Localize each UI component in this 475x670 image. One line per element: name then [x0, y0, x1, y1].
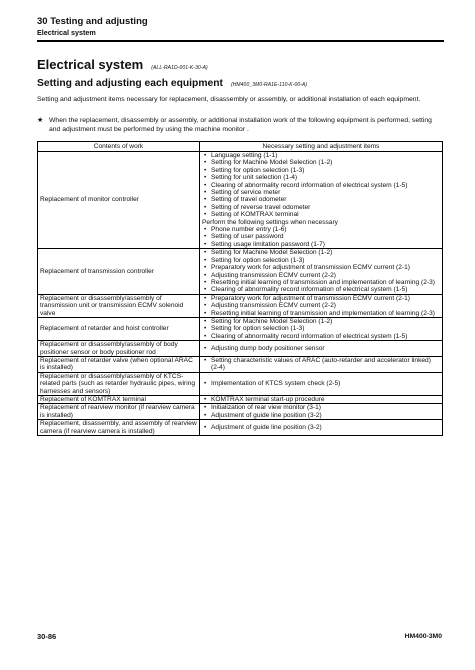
table-row [38, 249, 443, 294]
settings-list [202, 357, 440, 372]
table-row [38, 396, 443, 404]
items-cell [200, 152, 443, 249]
settings-list [202, 404, 440, 419]
work-cell: Replacement or disassembly/assembly of transmission unit or transmission ECMV solenoid valve [38, 294, 200, 317]
items-cell [200, 356, 443, 372]
page-subtitle-code: (HM400_3M0-RA1E-110-K-00-A) [230, 82, 308, 88]
items-cell [200, 249, 443, 294]
table-row [38, 341, 443, 357]
settings-list [202, 396, 440, 403]
items-cell [200, 420, 443, 436]
setting-item: • Resetting initial learning of transmission and implementation of learning (2-3) [202, 310, 440, 317]
page-subtitle-text: Setting and adjusting each equipment [37, 78, 223, 89]
setting-item: • Setting for option selection (1-3) [202, 167, 440, 174]
setting-item: • Setting of user password [202, 233, 440, 240]
setting-item: • Adjustment of guide line position (3-2) [202, 412, 440, 419]
setting-item: • Implementation of KTCS system check (2-5) [202, 380, 440, 387]
settings-list [202, 318, 440, 340]
table-row [38, 356, 443, 372]
table-row [38, 294, 443, 317]
setting-item: • Setting for Machine Model Selection (1-2) [202, 318, 440, 325]
setting-item: • Setting usage limitation password (1-7) [202, 241, 440, 248]
work-cell: Replacement of KOMTRAX terminal [38, 396, 200, 404]
table-row [38, 152, 443, 249]
items-cell [200, 396, 443, 404]
settings-list [202, 152, 440, 219]
items-cell [200, 372, 443, 395]
items-cell [200, 317, 443, 340]
items-cell [200, 404, 443, 420]
column-header-items: Necessary setting and adjustment items [200, 142, 443, 152]
table-row [38, 404, 443, 420]
settings-list [202, 295, 440, 317]
setting-item: • KOMTRAX terminal start-up procedure [202, 396, 440, 403]
setting-item: • Initialization of rear view monitor (3-1) [202, 404, 440, 411]
setting-item: • Adjusting transmission ECMV current (2-2) [202, 302, 440, 309]
setting-item: • Setting of service meter [202, 189, 440, 196]
table-row [38, 317, 443, 340]
table-row [38, 420, 443, 436]
settings-table [37, 141, 443, 436]
items-cell [200, 341, 443, 357]
table-row [38, 372, 443, 395]
header-divider [37, 40, 444, 42]
settings-list [202, 345, 440, 352]
settings-list [202, 226, 440, 248]
setting-item: • Setting for unit selection (1-4) [202, 174, 440, 181]
page-number: 30-86 [37, 632, 57, 641]
setting-item: • Language setting (1-1) [202, 152, 440, 159]
setting-item: • Setting of KOMTRAX terminal [202, 211, 440, 218]
subsection-heading: Electrical system [37, 28, 96, 37]
setting-item: • Setting for option selection (1-3) [202, 257, 440, 264]
setting-item: • Adjustment of guide line position (3-2) [202, 424, 440, 431]
work-cell: Replacement of transmission controller [38, 249, 200, 294]
page-title-code: (ALL-RA1D-001-K-30-A) [151, 65, 208, 71]
work-cell: Replacement, disassembly, and assembly of rearview camera (if rearview camera is installed) [38, 420, 200, 436]
setting-item: • Setting of travel odometer [202, 196, 440, 203]
setting-item: • Setting for Machine Model Selection (1-2) [202, 249, 440, 256]
work-cell: Replacement of retarder valve (when optional ARAC is installed) [38, 356, 200, 372]
table-header-row [38, 142, 443, 152]
caution-note [37, 117, 444, 134]
setting-item: • Clearing of abnormality record information of electrical system (1-5) [202, 182, 440, 189]
work-cell: Replacement or disassembly/assembly of KTCS-related parts (such as retarder hydraulic pipes, wiring harnesses and sensors) [38, 372, 200, 395]
setting-item: • Setting for Machine Model Selection (1-2) [202, 159, 440, 166]
setting-item: • Preparatory work for adjustment of transmission ECMV current (2-1) [202, 295, 440, 302]
page-title [37, 57, 208, 72]
intro-paragraph: Setting and adjustment items necessary for replacement, disassembly or assembly, or additional installation of each equipment. [37, 96, 421, 103]
setting-item: • Preparatory work for adjustment of transmission ECMV current (2-1) [202, 264, 440, 271]
setting-item: • Clearing of abnormality record information of electrical system (1-5) [202, 333, 440, 340]
setting-item: • Resetting initial learning of transmission and implementation of learning (2-3) [202, 279, 440, 286]
page-title-text: Electrical system [37, 57, 144, 72]
work-cell: Replacement of retarder and hoist controller [38, 317, 200, 340]
model-code: HM400-3M0 [404, 633, 442, 640]
conditional-note: Perform the following settings when necessary [202, 218, 338, 226]
setting-item: • Adjusting transmission ECMV current (2-2) [202, 272, 440, 279]
column-header-work: Contents of work [38, 142, 200, 152]
work-cell: Replacement or disassembly/assembly of body positioner sensor or body positioner rod [38, 341, 200, 357]
star-icon: ★ [37, 117, 44, 124]
setting-item: • Setting characteristic values of ARAC (auto-retarder and accelerator linked) (2-4) [202, 357, 440, 372]
caution-note-text: When the replacement, disassembly or assembly, or additional installation work of the following equipment is performed, setting and adjustment must be performed by using the machine monitor . [49, 117, 432, 133]
setting-item: • Setting of reverse travel odometer [202, 204, 440, 211]
setting-item: • Setting for option selection (1-3) [202, 325, 440, 332]
settings-list [202, 424, 440, 431]
work-cell: Replacement of monitor controller [38, 152, 200, 249]
setting-item: • Phone number entry (1-6) [202, 226, 440, 233]
items-cell [200, 294, 443, 317]
page-subtitle [37, 78, 307, 89]
settings-list [202, 380, 440, 387]
section-heading: 30 Testing and adjusting [37, 16, 148, 27]
setting-item: • Clearing of abnormality record information of electrical system (1-5) [202, 286, 440, 293]
setting-item: • Adjusting dump body positioner sensor [202, 345, 440, 352]
work-cell: Replacement of rearview monitor (if rearview camera is installed) [38, 404, 200, 420]
settings-list [202, 249, 440, 293]
